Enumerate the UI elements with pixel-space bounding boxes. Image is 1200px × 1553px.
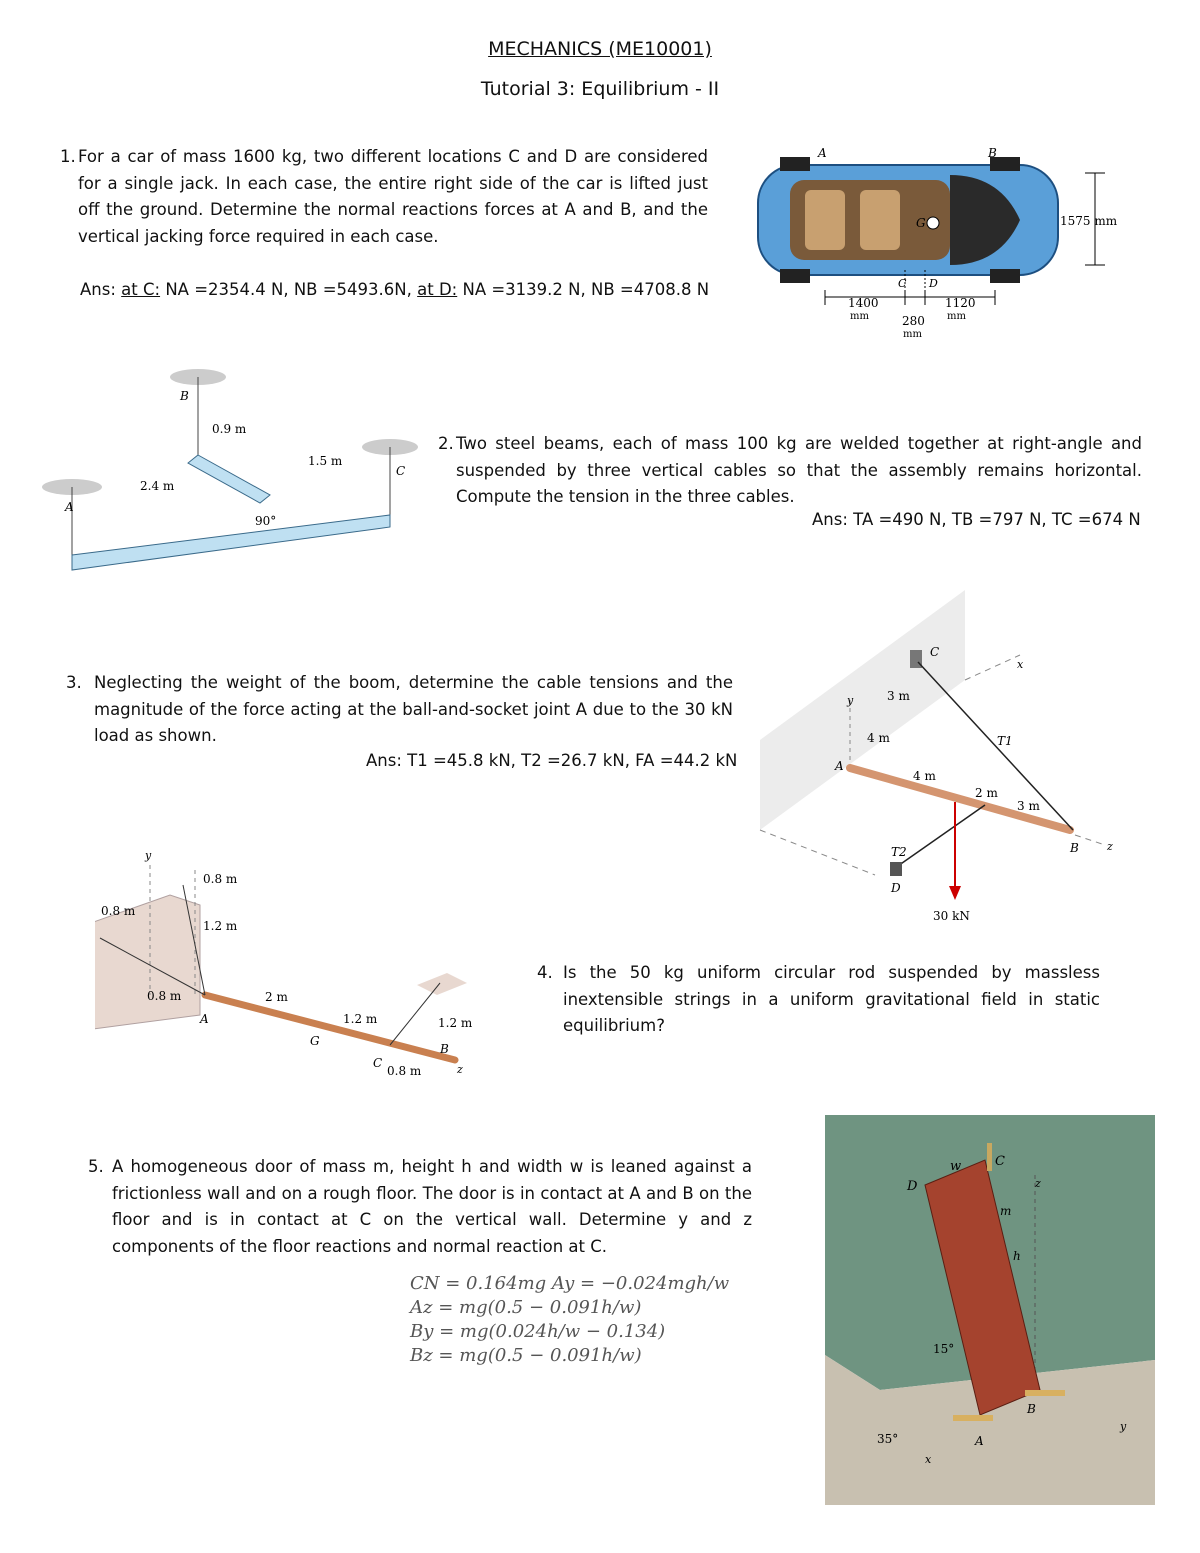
- car-label-b: B: [988, 146, 997, 160]
- dim-3m-2: 3 m: [1017, 799, 1040, 813]
- car-label-c: C: [898, 277, 907, 290]
- door-label-d: D: [907, 1179, 918, 1194]
- door-label-w: w: [950, 1159, 962, 1174]
- boom-label-a: A: [835, 759, 844, 773]
- label-t2: T2: [891, 845, 907, 859]
- dim-1.2m-b: 1.2 m: [343, 1012, 378, 1026]
- dim-280: 280: [902, 314, 925, 328]
- dim-1.5m: 1.5 m: [308, 454, 343, 468]
- door-axis-x: x: [925, 1453, 932, 1466]
- question-4: 4. Is the 50 kg uniform circular rod suspended by massless inextensible strings in a uniform gravitational field in static equilibrium?: [537, 963, 1100, 1035]
- formulas-5: CN = 0.164mg Ay = −0.024mgh/w Az = mg(0.5 − 0.091h/w) By = mg(0.024h/w − 0.134) Bz = mg(0.5 − 0.091h/w): [410, 1273, 730, 1366]
- axis-x: x: [1017, 658, 1024, 671]
- door-label-b: B: [1027, 1402, 1036, 1416]
- svg-text:mm: mm: [903, 329, 922, 340]
- answer-2: Ans: TA =490 N, TB =797 N, TC =674 N: [812, 510, 1141, 529]
- question-5: 5. A homogeneous door of mass m, height h and width w is leaned against a frictionless wall and on a rough floor. The door is in contact at A and B on the floor and is in contact at C on the vertical wall. Determine y and z components of the floor reactions and normal reaction at C.: [88, 1157, 752, 1256]
- answer-3: Ans: T1 =45.8 kN, T2 =26.7 kN, FA =44.2 kN: [366, 751, 738, 770]
- rod-label-a: A: [200, 1012, 209, 1026]
- boom-label-d: D: [891, 881, 901, 895]
- dim-4m: 4 m: [867, 731, 890, 745]
- dim-1400: 1400: [848, 296, 879, 310]
- door-figure: [825, 1115, 1155, 1505]
- dim-4m-2: 4 m: [913, 769, 936, 783]
- rod-label-g: G: [310, 1034, 320, 1048]
- door-label-a: A: [975, 1434, 984, 1448]
- dim-0.9m: 0.9 m: [212, 422, 247, 436]
- dim-2.4m: 2.4 m: [140, 479, 175, 493]
- dim-2m: 2 m: [975, 786, 998, 800]
- dim-1.2m-c: 1.2 m: [438, 1016, 473, 1030]
- door-axis-z: z: [1035, 1177, 1041, 1190]
- question-1: 1. For a car of mass 1600 kg, two different locations C and D are considered for a single jack. In each case, the entire right side of the car is lifted just off the ground. Determine the normal reactions forces at A and B, and the vertical jacking force required in each case.: [60, 147, 708, 246]
- door-axis-y: y: [1120, 1420, 1127, 1433]
- dim-2m: 2 m: [265, 990, 288, 1004]
- axis-y: y: [847, 694, 854, 707]
- dim-0.8m-a: 0.8 m: [101, 904, 136, 918]
- svg-text:mm: mm: [850, 311, 869, 322]
- boom-label-c: C: [930, 645, 940, 659]
- car-figure: [750, 145, 1140, 350]
- angle-90: 90°: [255, 514, 277, 528]
- car-width-label: 1575 mm: [1060, 214, 1118, 228]
- page-title: MECHANICS (ME10001): [488, 38, 712, 60]
- beam-label-c: C: [396, 464, 406, 478]
- car-label-a: A: [818, 146, 827, 160]
- dim-1.2m-a: 1.2 m: [203, 919, 238, 933]
- axis-z: z: [1107, 840, 1113, 853]
- angle-35: 35°: [877, 1432, 899, 1446]
- dim-0.8m-c: 0.8 m: [147, 989, 182, 1003]
- door-label-c: C: [995, 1154, 1005, 1169]
- rod-figure: [95, 845, 495, 1080]
- car-label-d: D: [929, 277, 938, 290]
- label-t1: T1: [997, 734, 1013, 748]
- beam-figure: [40, 365, 420, 580]
- rod-label-c: C: [373, 1056, 383, 1070]
- page-subtitle: Tutorial 3: Equilibrium - II: [480, 78, 720, 100]
- rod-axis-z: z: [457, 1063, 463, 1076]
- dim-3m: 3 m: [887, 689, 910, 703]
- answer-1: Ans: at C: NA =2354.4 N, NB =5493.6N, at D: NA =3139.2 N, NB =4708.8 N: [80, 280, 710, 299]
- dim-0.8m-d: 0.8 m: [387, 1064, 422, 1078]
- question-3: 3. Neglecting the weight of the boom, determine the cable tensions and the magnitude of the force acting at the ball-and-socket joint A due to the 30 kN load as shown.: [66, 673, 733, 745]
- dim-1120: 1120: [945, 296, 976, 310]
- beam-label-a: A: [65, 500, 74, 514]
- boom-figure: [755, 590, 1145, 925]
- boom-label-b: B: [1070, 841, 1079, 855]
- car-label-g: G: [916, 216, 926, 230]
- beam-label-b: B: [180, 389, 189, 403]
- rod-axis-y: y: [145, 849, 152, 862]
- door-label-h: h: [1013, 1249, 1021, 1263]
- rod-label-b: B: [440, 1042, 449, 1056]
- question-2: 2. Two steel beams, each of mass 100 kg are welded together at right-angle and suspended by three vertical cables so that the assembly remains horizontal. Compute the tension in the three cables.: [438, 434, 1142, 506]
- door-label-m: m: [1000, 1204, 1012, 1218]
- load-30kN: 30 kN: [933, 909, 970, 923]
- angle-15: 15°: [933, 1342, 955, 1356]
- dim-0.8m-b: 0.8 m: [203, 872, 238, 886]
- svg-text:mm: mm: [947, 311, 966, 322]
